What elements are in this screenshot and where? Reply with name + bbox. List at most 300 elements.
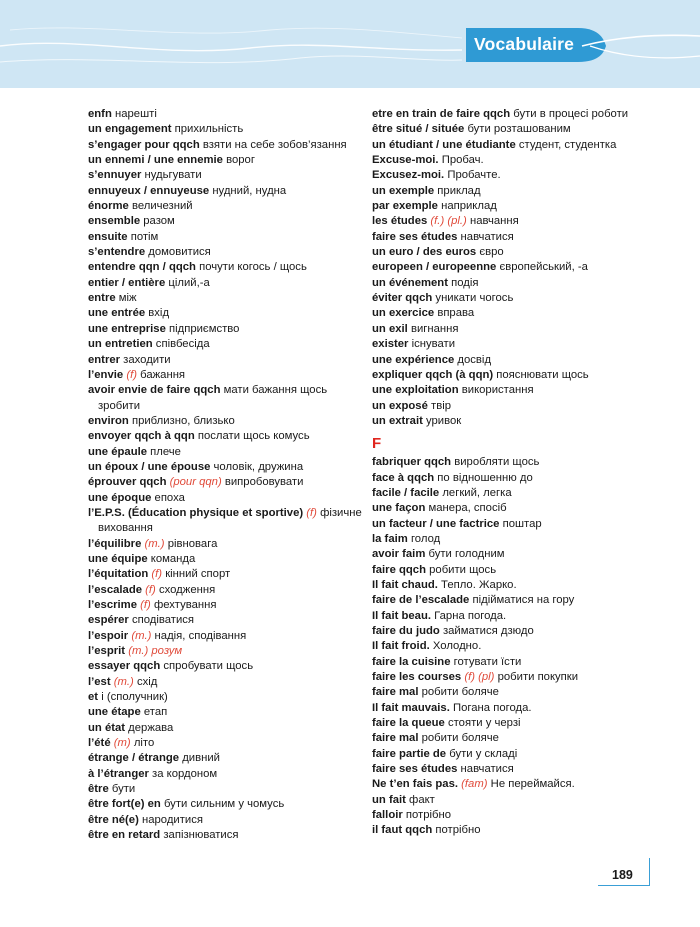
vocab-term: face à qqch <box>372 471 435 484</box>
vocab-translation: виробляти щось <box>454 456 540 469</box>
vocab-term: ensemble <box>88 215 141 228</box>
vocab-term: être situé / située <box>372 123 465 136</box>
vocab-translation: підійматися на гору <box>472 594 575 607</box>
vocab-entry <box>372 138 622 153</box>
grammar-note: (m.) <box>113 675 134 688</box>
vocab-term: un facteur / une factrice <box>372 517 500 530</box>
vocab-entry <box>372 168 622 183</box>
vocab-term: s’entendre <box>88 246 146 259</box>
vocab-translation: голод <box>410 532 441 545</box>
vocab-term: avoir faim <box>372 548 426 561</box>
vocab-term: un entretien <box>88 338 153 351</box>
vocab-translation: домовитися <box>148 246 211 259</box>
vocab-entry <box>372 808 622 823</box>
vocab-translation: навчатися <box>460 763 514 776</box>
vocab-entry <box>372 107 629 122</box>
vocab-entry <box>372 593 622 608</box>
vocab-entry <box>88 782 358 797</box>
vocab-entry <box>88 613 358 628</box>
vocab-term: Il fait froid. <box>372 640 430 653</box>
header-band <box>0 0 700 88</box>
vocab-entry <box>88 214 358 229</box>
vocab-term: Il fait beau. <box>372 609 432 622</box>
vocab-term: une entreprise <box>88 322 166 335</box>
vocab-term: entier / entière <box>88 276 166 289</box>
vocab-entry <box>88 138 358 153</box>
vocab-term: entrer <box>88 353 121 366</box>
vocab-entry <box>372 547 622 562</box>
vocab-term: l’envie <box>88 368 124 381</box>
vocab-entry <box>88 276 358 291</box>
vocab-term: par exemple <box>372 200 438 213</box>
vocab-translation: між <box>118 292 137 305</box>
vocab-term: être fort(e) en <box>88 798 161 811</box>
vocab-translation: надія, сподівання <box>154 629 247 642</box>
vocab-entry <box>372 122 622 137</box>
vocab-entry <box>88 199 358 214</box>
vocab-term: Il fait chaud. <box>372 578 438 591</box>
vocab-translation: нудьгувати <box>144 169 202 182</box>
vocab-translation: твір <box>431 399 451 412</box>
vocab-translation: ворог <box>226 154 255 167</box>
vocab-translation: сподіватися <box>131 614 195 627</box>
vocab-translation: робити боляче <box>421 686 499 699</box>
vocab-entry <box>372 609 622 624</box>
vocab-entry <box>372 670 622 685</box>
vocab-translation: фізичне <box>320 506 362 519</box>
vocab-entry <box>88 445 358 460</box>
vocab-translation: бажання <box>140 368 186 381</box>
vocab-entry <box>88 122 358 137</box>
vocab-translation: спробувати щось <box>163 660 254 673</box>
vocab-entry <box>372 399 622 414</box>
vocab-entry <box>88 184 358 199</box>
vocab-term: un exemple <box>372 184 435 197</box>
vocab-term: un événement <box>372 276 448 289</box>
vocab-translation: послати щось комусь <box>197 430 310 443</box>
vocab-translation: почути когось / щось <box>199 261 307 274</box>
vocabulary-column-right <box>372 107 629 839</box>
header-wave-decoration <box>0 0 700 88</box>
vocab-translation: мати бажання щось <box>223 384 328 397</box>
vocab-term: la faim <box>372 532 408 545</box>
vocab-entry <box>372 655 622 670</box>
vocab-term: énorme <box>88 200 129 213</box>
vocab-entry <box>88 429 358 444</box>
vocab-term: ennuyeux / ennuyeuse <box>88 184 210 197</box>
vocab-translation: Погана погода. <box>453 701 532 714</box>
vocab-term: expliquer qqch (à qqn) <box>372 368 494 381</box>
vocab-translation: легкий, легка <box>442 486 512 499</box>
vocab-entry <box>88 245 358 260</box>
section-title: Vocabulaire <box>474 34 575 54</box>
vocab-entry <box>372 639 622 654</box>
vocab-entry <box>88 107 358 122</box>
vocab-translation: займатися дзюдо <box>442 625 534 637</box>
vocabulary-list-f <box>372 455 622 839</box>
vocab-term: l’escalade <box>88 583 143 596</box>
vocab-translation: вигнання <box>410 322 459 335</box>
vocab-translation: студент, студентка <box>518 138 617 151</box>
vocab-term: l’espoir <box>88 629 129 642</box>
grammar-note: (pour qqn) <box>169 476 222 489</box>
vocab-term: espérer <box>88 614 129 627</box>
vocab-translation: потім <box>130 230 159 243</box>
vocab-translation: чоловік, дружина <box>213 460 304 473</box>
vocab-term: l’escrime <box>88 599 137 611</box>
vocab-translation: робити щось <box>429 563 497 576</box>
vocab-term: un époux / une épouse <box>88 460 211 473</box>
vocab-term: un engagement <box>88 123 172 136</box>
vocab-term: une époque <box>88 491 152 504</box>
vocab-term: faire la queue <box>372 717 445 730</box>
vocab-translation: плече <box>150 445 181 458</box>
vocab-translation: разом <box>143 215 175 228</box>
vocab-entry <box>88 767 358 782</box>
vocab-entry <box>88 337 358 352</box>
vocab-entry <box>88 644 358 659</box>
vocab-term: l’été <box>88 737 111 750</box>
vocab-entry <box>372 716 622 731</box>
vocab-translation: фехтування <box>153 599 217 611</box>
vocab-term: et <box>88 691 99 704</box>
vocab-term: une façon <box>372 502 426 515</box>
vocab-entry <box>88 675 358 690</box>
vocab-translation: нарешті <box>115 108 157 120</box>
vocab-entry <box>88 153 358 168</box>
vocab-entry <box>88 475 358 490</box>
vocab-translation: етап <box>143 706 168 719</box>
vocab-translation: євро <box>479 246 504 259</box>
vocab-entry <box>88 659 358 674</box>
vocab-term: une épaule <box>88 445 148 458</box>
vocab-translation: бути в процесі роботи <box>513 108 629 120</box>
vocab-entry <box>372 306 622 321</box>
vocab-translation: потрібно <box>405 809 452 822</box>
vocab-translation: бути розташованим <box>467 123 571 136</box>
vocab-entry <box>88 399 358 414</box>
vocab-term: une expérience <box>372 353 455 366</box>
vocab-term: avoir envie de faire qqch <box>88 384 221 397</box>
vocab-entry <box>372 322 622 337</box>
vocab-entry <box>372 777 622 792</box>
vocab-entry <box>88 306 358 321</box>
vocab-translation: використання <box>461 384 534 397</box>
vocab-translation: уривок <box>426 414 462 427</box>
vocab-translation: виховання <box>98 522 153 535</box>
vocab-entry <box>372 184 622 199</box>
vocab-translation: пояснювати щось <box>496 368 589 381</box>
vocab-translation: Не переймайся. <box>490 778 575 791</box>
vocab-entry <box>88 797 358 812</box>
vocab-term: l’E.P.S. <box>88 506 125 519</box>
grammar-note: (f) <box>145 583 156 596</box>
vocab-term: une étape <box>88 706 141 719</box>
vocab-translation: бути <box>111 783 136 796</box>
vocab-translation: навчатися <box>460 230 514 243</box>
grammar-note: (f) <box>140 599 151 611</box>
vocab-term: Excusez-moi. <box>372 169 445 182</box>
vocab-term: s’ennuyer <box>88 169 142 182</box>
vocab-entry <box>88 506 362 521</box>
vocab-translation: нудний, нудна <box>212 184 287 197</box>
vocab-translation: досвід <box>457 353 492 366</box>
vocab-term: Il fait mauvais. <box>372 701 450 714</box>
vocab-entry <box>88 583 358 598</box>
vocab-term: essayer qqch <box>88 660 161 673</box>
vocab-term: Ne t’en fais pas. <box>372 778 459 791</box>
vocab-term: enfn <box>88 108 112 120</box>
vocab-translation: кінний спорт <box>165 568 231 581</box>
vocabulary-column-left <box>88 107 362 844</box>
vocab-term: être né(e) <box>88 813 139 826</box>
vocab-entry <box>372 471 622 486</box>
vocab-translation: вправа <box>437 307 475 320</box>
vocab-term: être <box>88 783 109 796</box>
vocab-entry <box>372 731 622 746</box>
vocab-translation: взяти на себе зобов’язання <box>202 138 347 151</box>
vocab-entry <box>88 383 358 398</box>
vocab-translation: манера, спосіб <box>428 502 507 515</box>
vocab-term: faire les courses <box>372 671 462 684</box>
vocab-translation: потрібно <box>435 824 481 837</box>
vocab-entry <box>372 214 622 229</box>
vocab-term: un exil <box>372 322 408 335</box>
vocab-term: il faut qqch <box>372 824 433 837</box>
vocab-term: une exploitation <box>372 384 459 397</box>
vocab-entry <box>88 736 358 751</box>
vocab-translation: підприємство <box>169 322 240 335</box>
vocab-term: europeen / europeenne <box>372 261 497 274</box>
vocab-translation: запізнюватися <box>163 829 239 842</box>
vocab-translation: навчання <box>469 215 519 228</box>
vocab-entry <box>372 353 622 368</box>
vocab-term: faire mal <box>372 732 419 745</box>
vocab-entry <box>88 537 358 552</box>
vocab-translation: команда <box>150 552 196 565</box>
vocab-entry <box>372 747 622 762</box>
vocab-term: exister <box>372 338 409 351</box>
vocab-entry <box>88 491 358 506</box>
vocab-translation: дивний <box>182 752 220 765</box>
vocab-term: éprouver qqch <box>88 476 167 489</box>
vocab-translation: робити боляче <box>421 732 499 745</box>
vocab-entry <box>372 517 622 532</box>
vocab-translation: Пробач. <box>441 154 484 167</box>
vocab-translation: цілий,-а <box>168 276 210 289</box>
grammar-note: (m.) розум <box>128 645 183 658</box>
vocab-entry <box>88 168 358 183</box>
vocab-entry <box>372 762 622 777</box>
vocab-translation: європейський, -а <box>499 261 588 274</box>
vocab-entry <box>372 486 622 501</box>
grammar-note: (f.) (pl.) <box>430 215 467 228</box>
vocab-entry <box>88 521 358 536</box>
vocab-term: faire ses études <box>372 763 458 776</box>
vocab-term: Excuse-moi. <box>372 154 439 167</box>
vocab-term: s’engager pour qqch <box>88 138 200 151</box>
vocab-entry <box>88 230 358 245</box>
vocab-translation: готувати їсти <box>453 655 522 668</box>
vocab-term: un ennemi / une ennemie <box>88 154 223 167</box>
vocab-term: fabriquer qqch <box>372 456 452 469</box>
vocab-entry <box>372 230 622 245</box>
vocab-entry <box>372 199 622 214</box>
vocab-translation: бути сильним у чомусь <box>163 798 285 811</box>
vocab-entry <box>88 629 358 644</box>
vocab-entry <box>88 567 358 582</box>
vocab-term: un exposé <box>372 399 428 412</box>
vocab-entry <box>372 368 622 383</box>
vocab-entry <box>88 705 358 720</box>
vocab-term: l’équilibre <box>88 537 142 550</box>
vocab-translation: бути голодним <box>428 548 505 561</box>
vocab-term: environ <box>88 414 129 427</box>
page-number-rule <box>598 885 650 886</box>
vocab-translation: заходити <box>123 353 171 366</box>
vocab-term: etre en train de faire qqch <box>372 108 511 120</box>
vocab-entry <box>372 337 622 352</box>
vocab-entry <box>88 414 358 429</box>
vocab-term: faire partie de <box>372 747 447 760</box>
vocab-entry <box>88 368 358 383</box>
vocab-translation: Пробачте. <box>447 169 501 182</box>
vocab-translation: стояти у черзі <box>447 717 521 730</box>
vocab-translation: робити покупки <box>497 671 579 684</box>
vocab-term: un étudiant / une étudiante <box>372 138 516 151</box>
vocab-term: faire du judo <box>372 625 440 637</box>
vocab-term: l’est <box>88 675 111 688</box>
vocab-translation: поштар <box>502 517 542 530</box>
vocab-term: faire qqch <box>372 563 426 576</box>
vocab-translation: величезний <box>131 200 193 213</box>
vocab-term: une équipe <box>88 552 148 565</box>
vocab-translation: факт <box>409 793 435 806</box>
vocab-translation: Тепло. Жарко. <box>441 578 517 591</box>
vocab-term: un état <box>88 721 126 734</box>
vocab-entry <box>88 690 358 705</box>
grammar-note: (m.) <box>131 629 152 642</box>
vocab-translation: літо <box>133 737 155 750</box>
page-number: 189 <box>612 868 633 882</box>
vocab-entry <box>372 414 622 429</box>
grammar-note: (f) <box>306 506 317 519</box>
vocab-entry <box>88 260 358 275</box>
grammar-note: (m) <box>113 737 131 750</box>
grammar-note: (f) <box>126 368 137 381</box>
vocab-term: les études <box>372 215 428 228</box>
vocab-translation: уникати чогось <box>435 292 514 305</box>
grammar-note: (f) (pl) <box>464 671 495 684</box>
vocab-entry <box>372 563 622 578</box>
vocab-translation: існувати <box>411 338 456 351</box>
vocab-translation: рівновага <box>167 537 218 550</box>
vocab-translation: приклад <box>437 184 481 197</box>
vocab-translation: і (сполучник) <box>101 691 168 704</box>
grammar-note: (fam) <box>461 778 488 791</box>
vocab-entry <box>88 460 358 475</box>
vocab-term: à l’étranger <box>88 767 149 780</box>
vocab-entry <box>372 153 622 168</box>
vocab-term: entre <box>88 292 116 305</box>
vocab-term: éviter qqch <box>372 292 433 305</box>
vocab-entry <box>372 532 622 547</box>
vocab-term: ensuite <box>88 230 128 243</box>
letter-heading-f: F <box>372 435 382 453</box>
vocab-term: un fait <box>372 793 406 806</box>
vocab-term: l’équitation <box>88 568 149 581</box>
vocab-term: l’esprit <box>88 645 126 658</box>
vocab-translation: схід <box>136 675 158 688</box>
page-number-rule-vertical <box>649 858 650 886</box>
vocab-entry <box>372 383 622 398</box>
vocab-entry <box>88 552 358 567</box>
vocab-term: entendre qqn / qqch <box>88 261 196 274</box>
vocab-translation: Холодно. <box>432 640 482 653</box>
vocab-entry <box>372 793 622 808</box>
vocab-translation: вхід <box>148 307 170 320</box>
vocab-term: envoyer qqch à qqn <box>88 430 195 443</box>
vocab-entry <box>88 353 358 368</box>
grammar-note: (m.) <box>144 537 165 550</box>
vocab-term: un euro / des euros <box>372 246 477 259</box>
vocab-translation: епоха <box>154 491 185 504</box>
vocab-term: faire de l’escalade <box>372 594 470 607</box>
vocab-entry <box>88 751 358 766</box>
vocab-entry <box>372 455 622 470</box>
vocab-entry <box>372 685 622 700</box>
vocab-translation: наприклад <box>441 200 497 213</box>
vocab-translation: сходження <box>158 583 216 596</box>
vocab-entry <box>372 501 622 516</box>
vocab-translation: подія <box>451 276 479 289</box>
vocab-term: facile / facile <box>372 486 440 499</box>
vocab-entry <box>372 260 622 275</box>
vocab-translation: приблизно, близько <box>131 414 235 427</box>
vocab-term: falloir <box>372 809 403 822</box>
vocab-translation: прихильність <box>174 123 244 136</box>
vocab-entry <box>372 578 622 593</box>
vocab-term: faire la cuisine <box>372 655 451 668</box>
vocab-entry <box>372 624 622 639</box>
vocab-entry <box>372 276 622 291</box>
vocab-term: un exercice <box>372 307 435 320</box>
vocab-term: une entrée <box>88 307 146 320</box>
vocab-translation: за кордоном <box>152 767 218 780</box>
vocab-term: être en retard <box>88 829 161 842</box>
vocab-entry <box>88 322 358 337</box>
vocab-translation: Гарна погода. <box>434 609 507 622</box>
vocab-translation: бути у складі <box>449 747 518 760</box>
vocab-term: un extrait <box>372 414 423 427</box>
vocab-translation: випробовувати <box>224 476 304 489</box>
vocab-entry <box>88 721 358 736</box>
vocab-term: faire mal <box>372 686 419 699</box>
vocab-entry <box>88 828 358 843</box>
vocab-entry <box>88 598 358 613</box>
vocab-translation: народитися <box>142 813 203 826</box>
vocab-entry <box>88 813 358 828</box>
vocab-translation: по відношенню до <box>437 471 533 484</box>
vocab-entry <box>372 823 622 838</box>
vocab-translation: співбесіда <box>155 338 210 351</box>
vocab-translation: держава <box>128 721 174 734</box>
vocab-term-detail: (Éducation physique et sportive) <box>127 506 304 519</box>
grammar-note: (f) <box>151 568 163 581</box>
vocab-term: étrange / étrange <box>88 752 180 765</box>
vocab-entry <box>372 245 622 260</box>
vocabulary-list-e <box>372 107 629 429</box>
